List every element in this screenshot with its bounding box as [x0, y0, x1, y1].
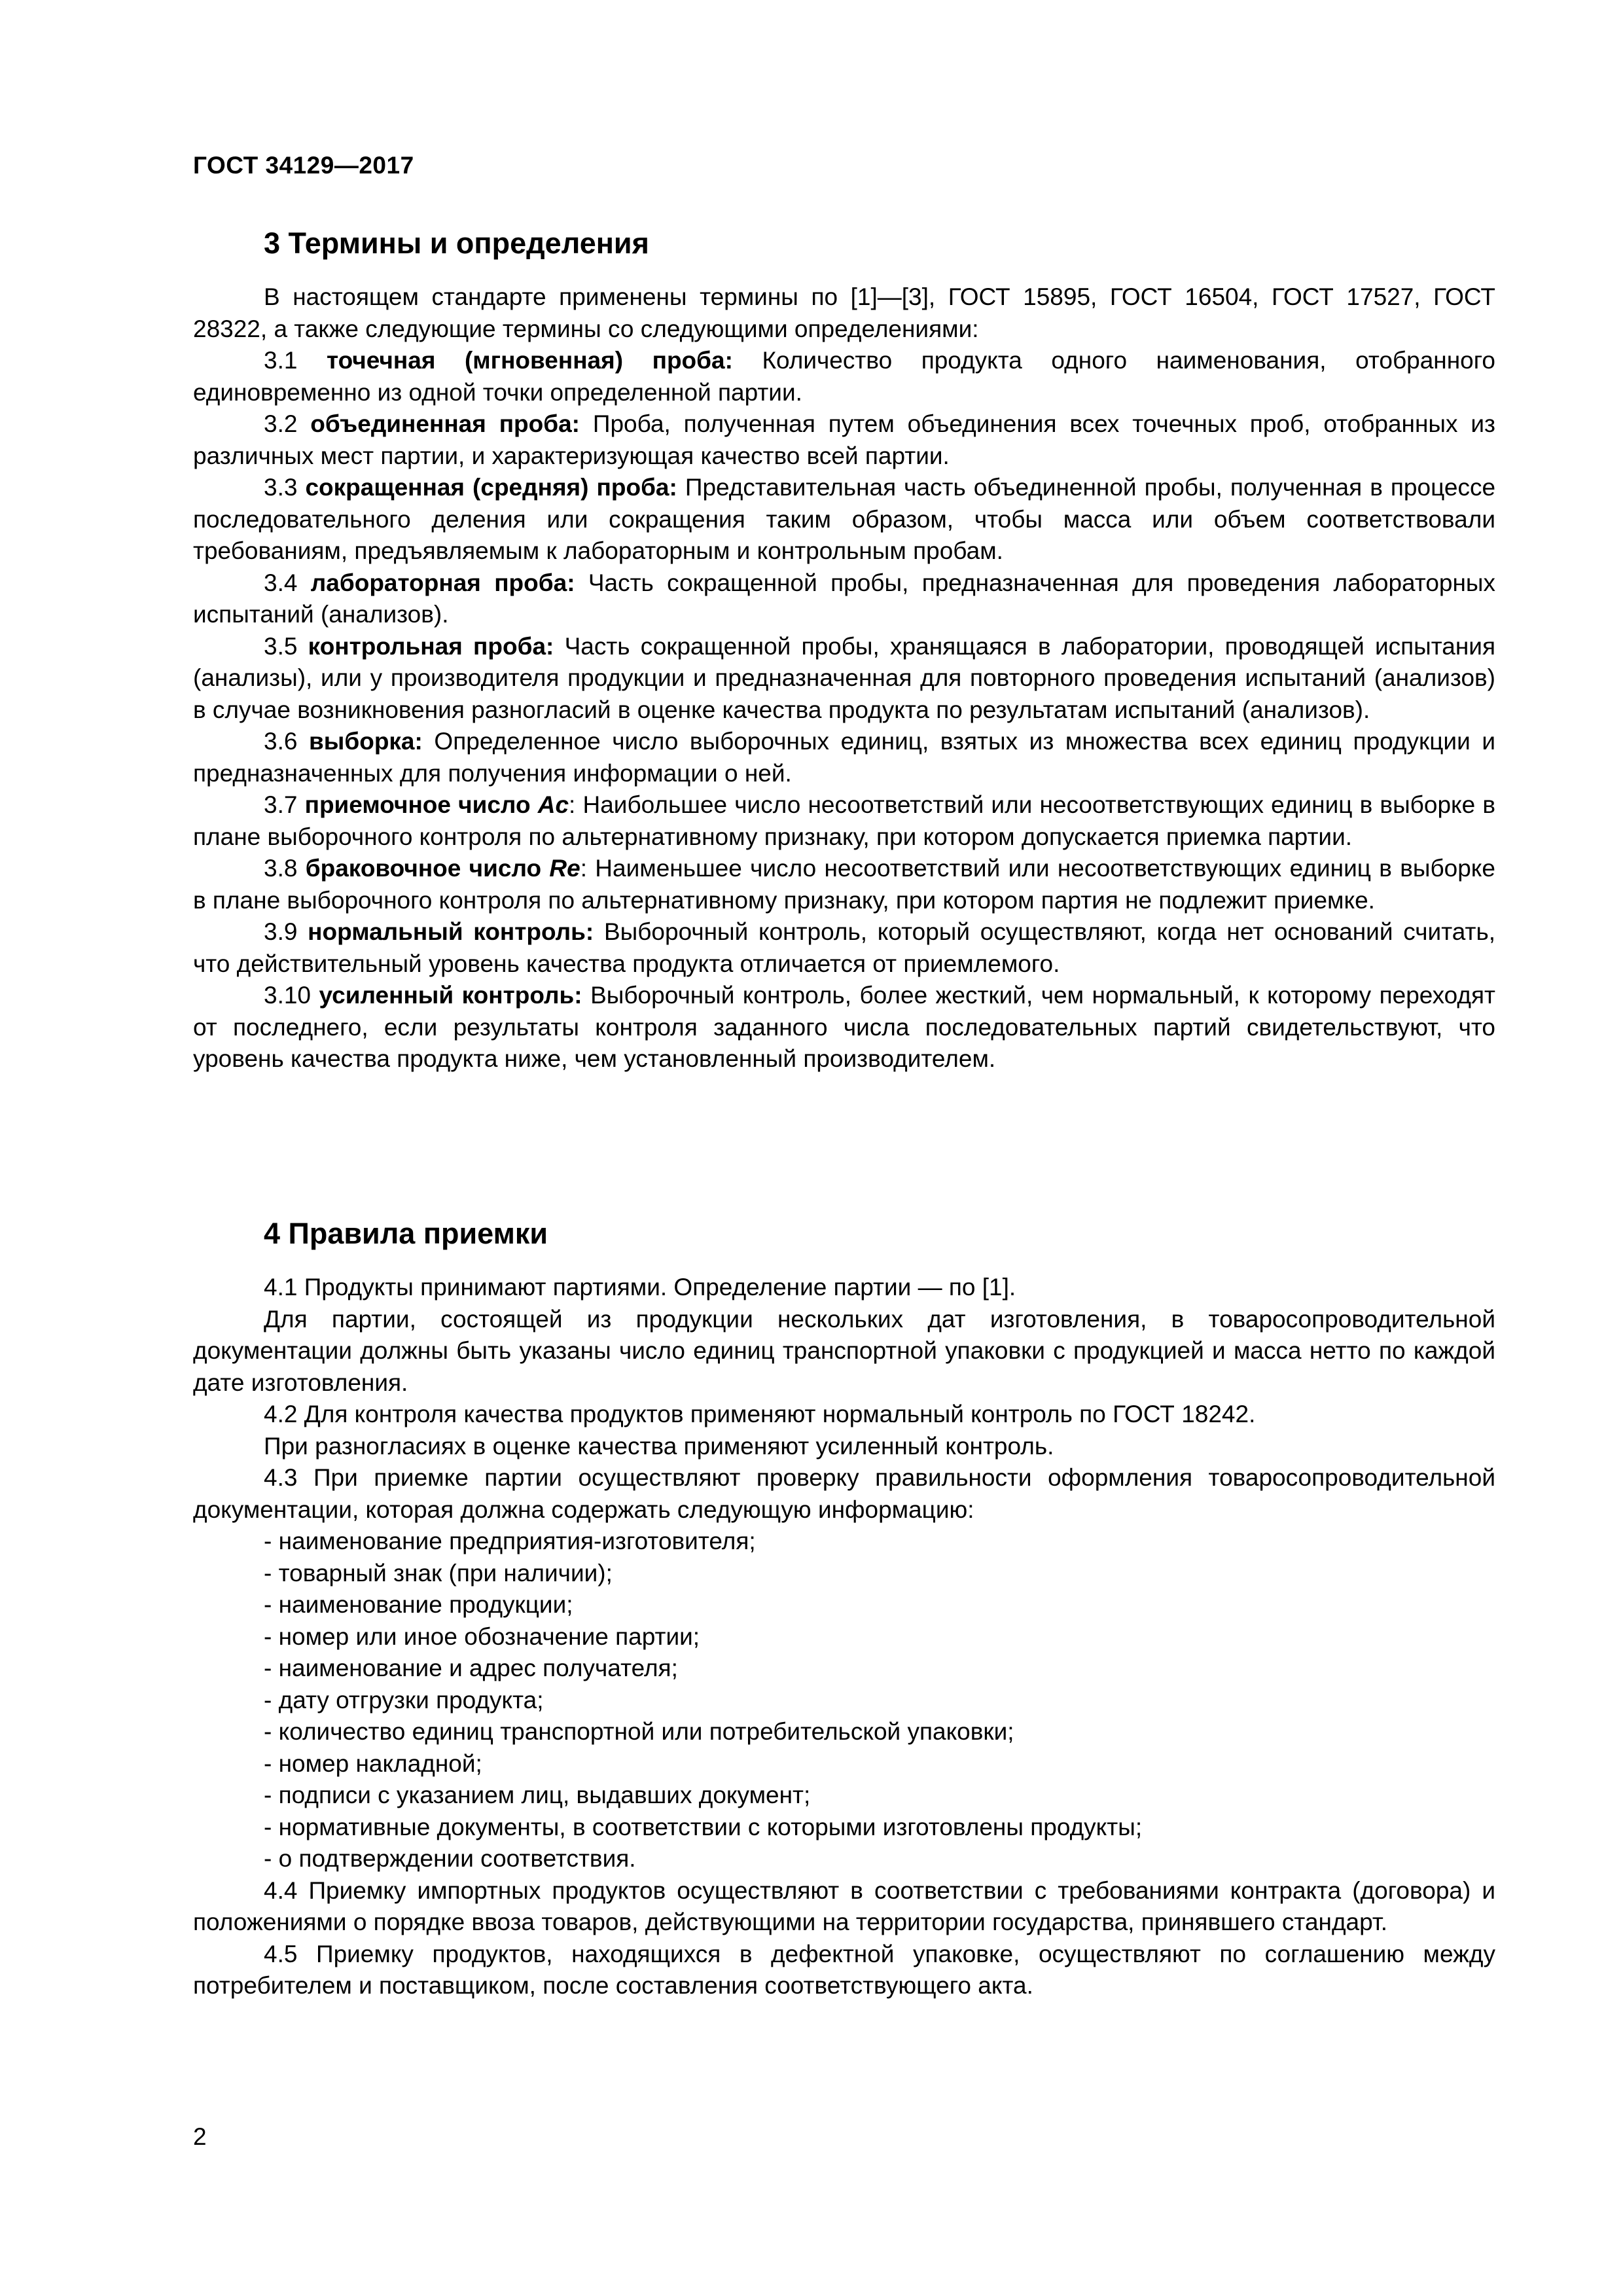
term-symbol: Ac [537, 791, 569, 818]
term-3-3: 3.3 сокращенная (средняя) проба: Представительная часть объединенной пробы, полученная в процессе последовательного деления или сокращения таким образом, чтобы масса или объем соответствовали требованиям, предъявляемым к лабораторным и контрольным пробам. [193, 474, 1496, 564]
term-3-9: 3.9 нормальный контроль: Выборочный контроль, который осуществляют, когда нет оснований считать, что действительный уровень качества продукта отличается от приемлемого. [193, 918, 1496, 977]
paragraph-4-1: 4.1 Продукты принимают партиями. Определение партии — по [1]. [264, 1274, 1016, 1300]
term-title: объединенная проба: [310, 410, 580, 437]
term-3-6: 3.6 выборка: Определенное число выборочных единиц, взятых из множества всех единиц продукции и предназначенных для получения информации о ней. [193, 728, 1495, 787]
section-3 [193, 224, 1495, 1075]
list-item: - подписи с указанием лиц, выдавших документ; [264, 1782, 811, 1808]
paragraph-4-5: 4.5 Приемку продуктов, находящихся в дефектной упаковке, осуществляют по соглашению между потребителем и поставщиком, после составления соответствующего акта. [193, 1940, 1495, 1999]
section-4-heading: 4 Правила приемки [264, 1217, 548, 1250]
term-title: лабораторная проба: [310, 569, 575, 596]
section-3-heading: 3 Термины и определения [264, 226, 649, 260]
paragraph-4-4: 4.4 Приемку импортных продуктов осуществляют в соответствии с требованиями контракта (договора) и положениями о порядке ввоза товаров, действующими на территории государства, принявшего стандарт. [193, 1876, 1495, 1935]
term-3-8: 3.8 браковочное число Re: Наименьшее число несоответствий или несоответствующих единиц в выборке в плане выборочного контроля по альтернативному признаку, при котором партия не подлежит приемке. [193, 855, 1495, 914]
paragraph-4-2-dispute: При разногласиях в оценке качества применяют усиленный контроль. [264, 1432, 1054, 1460]
list-item: - количество единиц транспортной или потребительской упаковки; [264, 1718, 1014, 1745]
term-title: сокращенная (средняя) проба: [305, 474, 677, 501]
term-title: браковочное число [305, 855, 542, 882]
term-3-7: 3.7 приемочное число Ac: Наибольшее число несоответствий или несоответствующих единиц в выборке в плане выборочного контроля по альтернативному признаку, при котором допускается приемка партии. [193, 791, 1496, 850]
list-item: - номер накладной; [264, 1749, 482, 1777]
list-item: - дату отгрузки продукта; [264, 1686, 544, 1713]
document-header: ГОСТ 34129—2017 [193, 152, 414, 179]
list-item: - наименование предприятия-изготовителя; [264, 1528, 756, 1554]
page-number: 2 [193, 2123, 207, 2150]
list-item: - о подтверждении соответствия. [264, 1845, 636, 1872]
term-symbol: Re [549, 855, 580, 882]
term-3-1: 3.1 точечная (мгновенная) проба: Количество продукта одного наименования, отобранного единовременно из одной точки определенной партии. [193, 347, 1495, 406]
list-item: - наименование продукции; [264, 1591, 573, 1618]
paragraph-4-2: 4.2 Для контроля качества продуктов применяют нормальный контроль по ГОСТ 18242. [264, 1401, 1256, 1427]
term-title: контрольная проба: [308, 632, 554, 660]
list-item: - номер или иное обозначение партии; [264, 1623, 700, 1650]
term-title: усиленный контроль: [319, 982, 582, 1009]
required-info-list [193, 1526, 1495, 1875]
term-title: выборка: [309, 728, 423, 755]
term-3-5: 3.5 контрольная проба: Часть сокращенной пробы, хранящаяся в лаборатории, проводящей испытания (анализы), или у производителя продукции и предназначенная для повторного проведения испытаний (анализов) в случае возникновения разногласий в оценке качества продукта по результатам испытаний (анализов). [193, 632, 1496, 723]
term-3-10: 3.10 усиленный контроль: Выборочный контроль, более жесткий, чем нормальный, к которому переходят от последнего, если результаты контроля заданного числа последовательных партий свидетельствуют, что уровень качества продукта ниже, чем установленный производителем. [193, 982, 1495, 1072]
list-item: - нормативные документы, в соответствии с которыми изготовлены продукты; [264, 1813, 1143, 1840]
term-3-2: 3.2 объединенная проба: Проба, полученная путем объединения всех точечных проб, отобранных из различных мест партии, и характеризующая качество всей партии. [193, 410, 1495, 469]
paragraph-4-1-lot: Для партии, состоящей из продукции нескольких дат изготовления, в товаросопроводительной документации должны быть указаны число единиц транспортной упаковки с продукцией и масса нетто по каждой дате изготовления. [193, 1305, 1495, 1396]
section-3-intro: В настоящем стандарте применены термины по [1]—[3], ГОСТ 15895, ГОСТ 16504, ГОСТ 17527, ГОСТ 28322, а также следующие термины со следующими определениями: [193, 283, 1495, 342]
term-title: нормальный контроль: [308, 918, 594, 945]
list-item: - товарный знак (при наличии); [264, 1559, 613, 1587]
term-title: точечная (мгновенная) проба: [326, 347, 733, 374]
term-3-4: 3.4 лабораторная проба: Часть сокращенной пробы, предназначенная для проведения лабораторных испытаний (анализов). [193, 569, 1496, 628]
section-4 [193, 1214, 1495, 2002]
term-title: приемочное число [304, 791, 531, 818]
paragraph-4-3: 4.3 При приемке партии осуществляют проверку правильности оформления товаросопроводительной документации, которая должна содержать следующую информацию: [193, 1464, 1495, 1523]
list-item: - наименование и адрес получателя; [264, 1655, 678, 1681]
